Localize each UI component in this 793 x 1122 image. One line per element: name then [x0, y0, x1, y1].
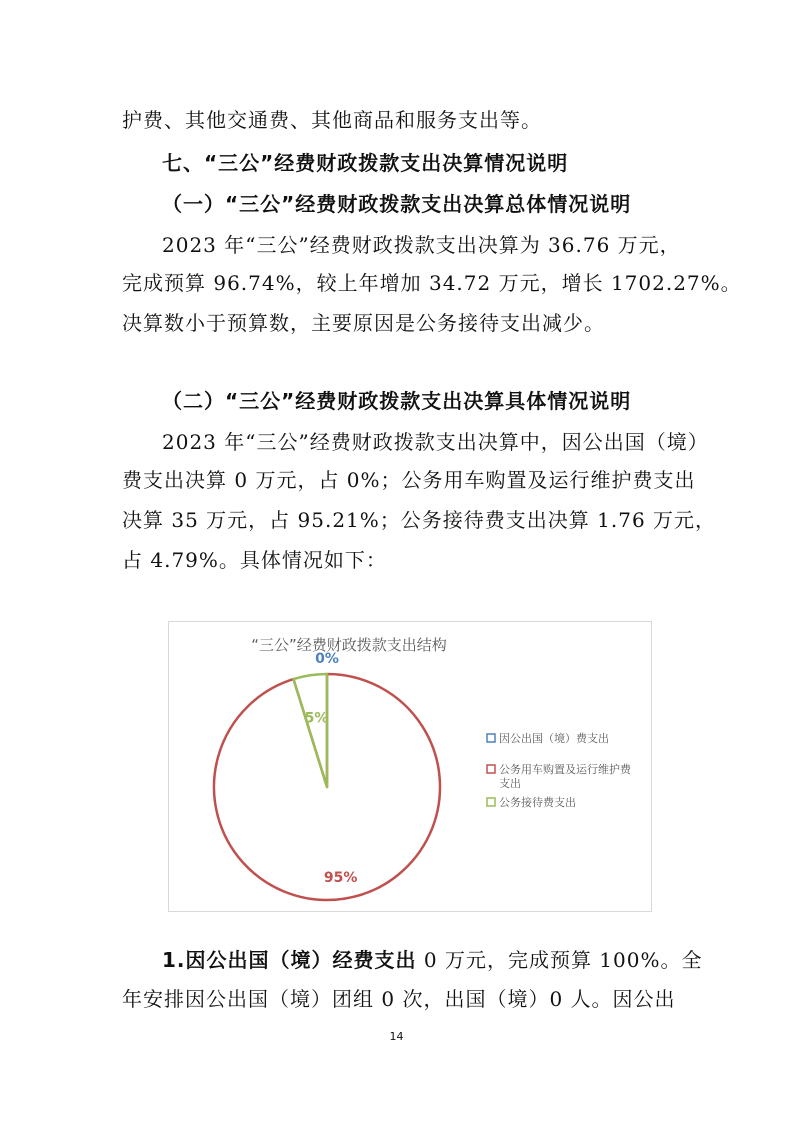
legend-swatch-3	[487, 798, 495, 806]
text-line-3: 完成预算 96.74%，较上年增加 34.72 万元，增长 1702.27%。	[122, 271, 742, 295]
legend-label-2: 公务用车购置及运行维护费	[499, 763, 631, 776]
legend-label-1: 因公出国（境）费支出	[499, 732, 609, 745]
pie-chart	[168, 621, 652, 912]
text-line-8: 占 4.79%。具体情况如下：	[122, 548, 387, 572]
item1-text: 0 万元，完成预算 100%。全	[416, 948, 703, 972]
item1-label: 1.因公出国（境）经费支出	[162, 948, 417, 972]
subsection-heading-1: （一）“三公”经费财政拨款支出决算总体情况说明	[162, 192, 632, 216]
text-line-4: 决算数小于预算数，主要原因是公务接待支出减少。	[122, 311, 605, 335]
page-number: 14	[389, 1030, 404, 1043]
text-line-7: 决算 35 万元，占 95.21%；公务接待费支出决算 1.76 万元，	[122, 508, 717, 532]
pie-slice-3	[294, 674, 327, 787]
text-line-2: 2023 年“三公”经费财政拨款支出决算为 36.76 万元，	[162, 233, 681, 257]
data-label-3: 5%	[304, 710, 329, 727]
section-heading: 七、“三公”经费财政拨款支出决算情况说明	[162, 151, 569, 175]
legend-label-3: 公务接待费支出	[499, 796, 576, 809]
legend-swatch-2	[487, 765, 495, 773]
legend-label-2-line-2: 支出	[499, 777, 521, 790]
text-line-5: 2023 年“三公”经费财政拨款支出决算中，因公出国（境）	[162, 430, 709, 454]
text-line-6: 费支出决算 0 万元，占 0%；公务用车购置及运行维护费支出	[122, 468, 696, 492]
data-label-2: 95%	[323, 869, 358, 886]
data-label-1: 0%	[315, 651, 339, 667]
subsection-heading-2: （二）“三公”经费财政拨款支出决算具体情况说明	[162, 389, 632, 413]
pie-chart-svg	[169, 622, 651, 911]
chart-title: “三公”经费财政拨款支出结构	[251, 636, 447, 654]
item1-line-2: 年安排因公出国（境）团组 0 次，出国（境）0 人。因公出	[122, 987, 676, 1011]
item1-line	[162, 948, 703, 972]
legend-swatch-1	[487, 734, 495, 742]
text-line-1: 护费、其他交通费、其他商品和服务支出等。	[122, 108, 542, 132]
